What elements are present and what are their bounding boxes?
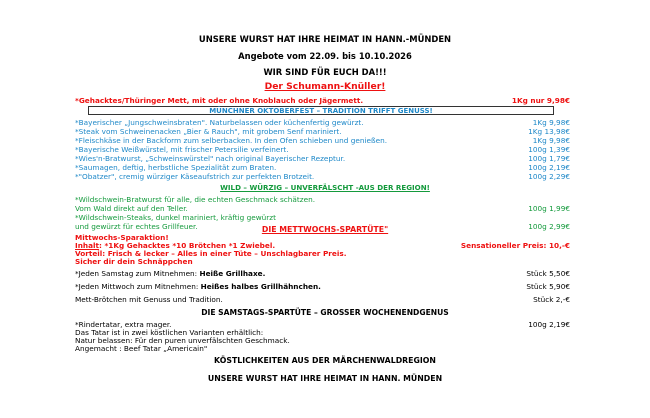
oktoberfest-title: MÜNCHNER OKTOBERFEST – TRADITION TRIFFT GENUSS! — [209, 107, 433, 115]
mettwoch-price: Sensationeller Preis: 10,-€ — [460, 241, 570, 250]
mettwoch-title: DIE METTWOCHS-SPARTÜTE" — [261, 225, 389, 234]
list-item: *Bayerische Weißwürstel, mit frischer Petersilie verfeinert. — [75, 145, 289, 154]
inhalt-text: : *1Kg Gehacktes *10 Brötchen *1 Zwiebel. — [99, 241, 276, 250]
special-item — [75, 295, 223, 304]
list-item: *Fleischkäse in der Backform zum selberbacken. In den Ofen schieben und genießen. — [75, 136, 388, 145]
item-price: 1Kg 13,98€ — [528, 127, 570, 136]
item-price: 100g 2,19€ — [528, 163, 570, 172]
inhalt-label: Inhalt — [75, 241, 100, 250]
item-price: 1Kg 9,98€ — [532, 136, 570, 145]
special-price: Stück 5,50€ — [526, 269, 570, 278]
list-item: *Bayerischer „Jungschweinsbraten". Naturbelassen oder küchenfertig gewürzt. — [75, 118, 364, 127]
list-item: *Saumagen, deftig, herbstliche Spezialität zum Braten. — [75, 163, 277, 172]
list-item: *Steak vom Schweinenacken „Bier & Rauch", mit grobem Senf mariniert. — [75, 127, 342, 136]
footer-line-2: UNSERE WURST HAT IHRE HEIMAT IN HANN. MÜNDEN — [207, 374, 443, 383]
wild-price-1: 100g 1,99€ — [528, 204, 570, 213]
wild-line-1: *Wildschwein-Bratwurst für alle, die echten Geschmack schätzen. — [75, 195, 316, 204]
wild-line-2: Vom Wald direkt auf den Teller. — [75, 204, 188, 213]
special-item — [75, 269, 265, 278]
samstag-line-4: Angemacht : Beef Tatar „Americain" — [75, 344, 208, 353]
oktoberfest-title-box — [88, 106, 554, 115]
list-item: *"Obatzer", cremig würziger Käseaufstrich zur perfekten Brotzeit. — [75, 172, 315, 181]
special-prefix: Mett-Brötchen mit Genuss und Tradition. — [75, 295, 223, 304]
samstag-line-2: Das Tatar ist in zwei köstlichen Varianten erhältlich: — [75, 328, 264, 337]
mettwoch-vorteil: Vorteil: Frisch & lecker – Alles in einer Tüte – Unschlagbarer Preis. — [75, 249, 347, 258]
special-bold: Heiße Grillhaxe. — [199, 269, 266, 278]
item-price: 1Kg 9,98€ — [532, 118, 570, 127]
wild-price-2: 100g 2,99€ — [528, 222, 570, 231]
samstag-title: DIE SAMSTAGS-SPARTÜTE – GROSSER WOCHENENDGENUS — [201, 308, 449, 317]
special-bold: Heißes halbes Grillhähnchen. — [200, 282, 321, 291]
special-prefix: *Jeden Samstag zum Mitnehmen: — [75, 269, 200, 278]
header-title: UNSERE WURST HAT IHRE HEIMAT IN HANN.-MÜNDEN — [198, 34, 452, 44]
schumann-title: Der Schumann-Knüller! — [264, 81, 386, 92]
offer-dates: Angebote vom 22.09. bis 10.10.2026 — [238, 51, 412, 61]
footer-line-1: KÖSTLICHKEITEN AUS DER MÄRCHENWALDREGION — [214, 356, 436, 365]
special-price: Stück 2,-€ — [533, 295, 570, 304]
item-price: 100g 2,29€ — [528, 172, 570, 181]
schumann-item: *Gehacktes/Thüringer Mett, mit oder ohne Knoblauch oder Jägermett. — [75, 96, 364, 105]
special-price: Stück 5,90€ — [526, 282, 570, 291]
item-price: 100g 1,39€ — [528, 145, 570, 154]
slogan: WIR SIND FÜR EUCH DA!!! — [263, 67, 387, 77]
wild-title: WILD – WÜRZIG – UNVERFÄLSCHT -AUS DER REGION! — [220, 183, 430, 192]
mettwoch-action: Mittwochs-Sparaktion! — [75, 233, 169, 242]
special-prefix: *Jeden Mittwoch zum Mitnehmen: — [75, 282, 201, 291]
samstag-price: 100g 2,19€ — [528, 320, 570, 329]
samstag-line-1: *Rindertatar, extra mager. — [75, 320, 172, 329]
wild-line-4: und gewürzt für echtes Grillfeuer. — [75, 222, 198, 231]
schumann-price: 1Kg nur 9,98€ — [511, 96, 570, 105]
wild-line-3: *Wildschwein-Steaks, dunkel mariniert, kräftig gewürzt — [75, 213, 277, 222]
special-item — [75, 282, 321, 291]
item-price: 100g 1,79€ — [528, 154, 570, 163]
mettwoch-sichere: Sicher dir dein Schnäppchen — [75, 257, 193, 266]
samstag-line-3: Natur belassen: Für den puren unverfälschten Geschmack. — [75, 336, 290, 345]
list-item: *Wies'n-Bratwurst, „Schweinswürstel" nach original Bayerischer Rezeptur. — [75, 154, 346, 163]
